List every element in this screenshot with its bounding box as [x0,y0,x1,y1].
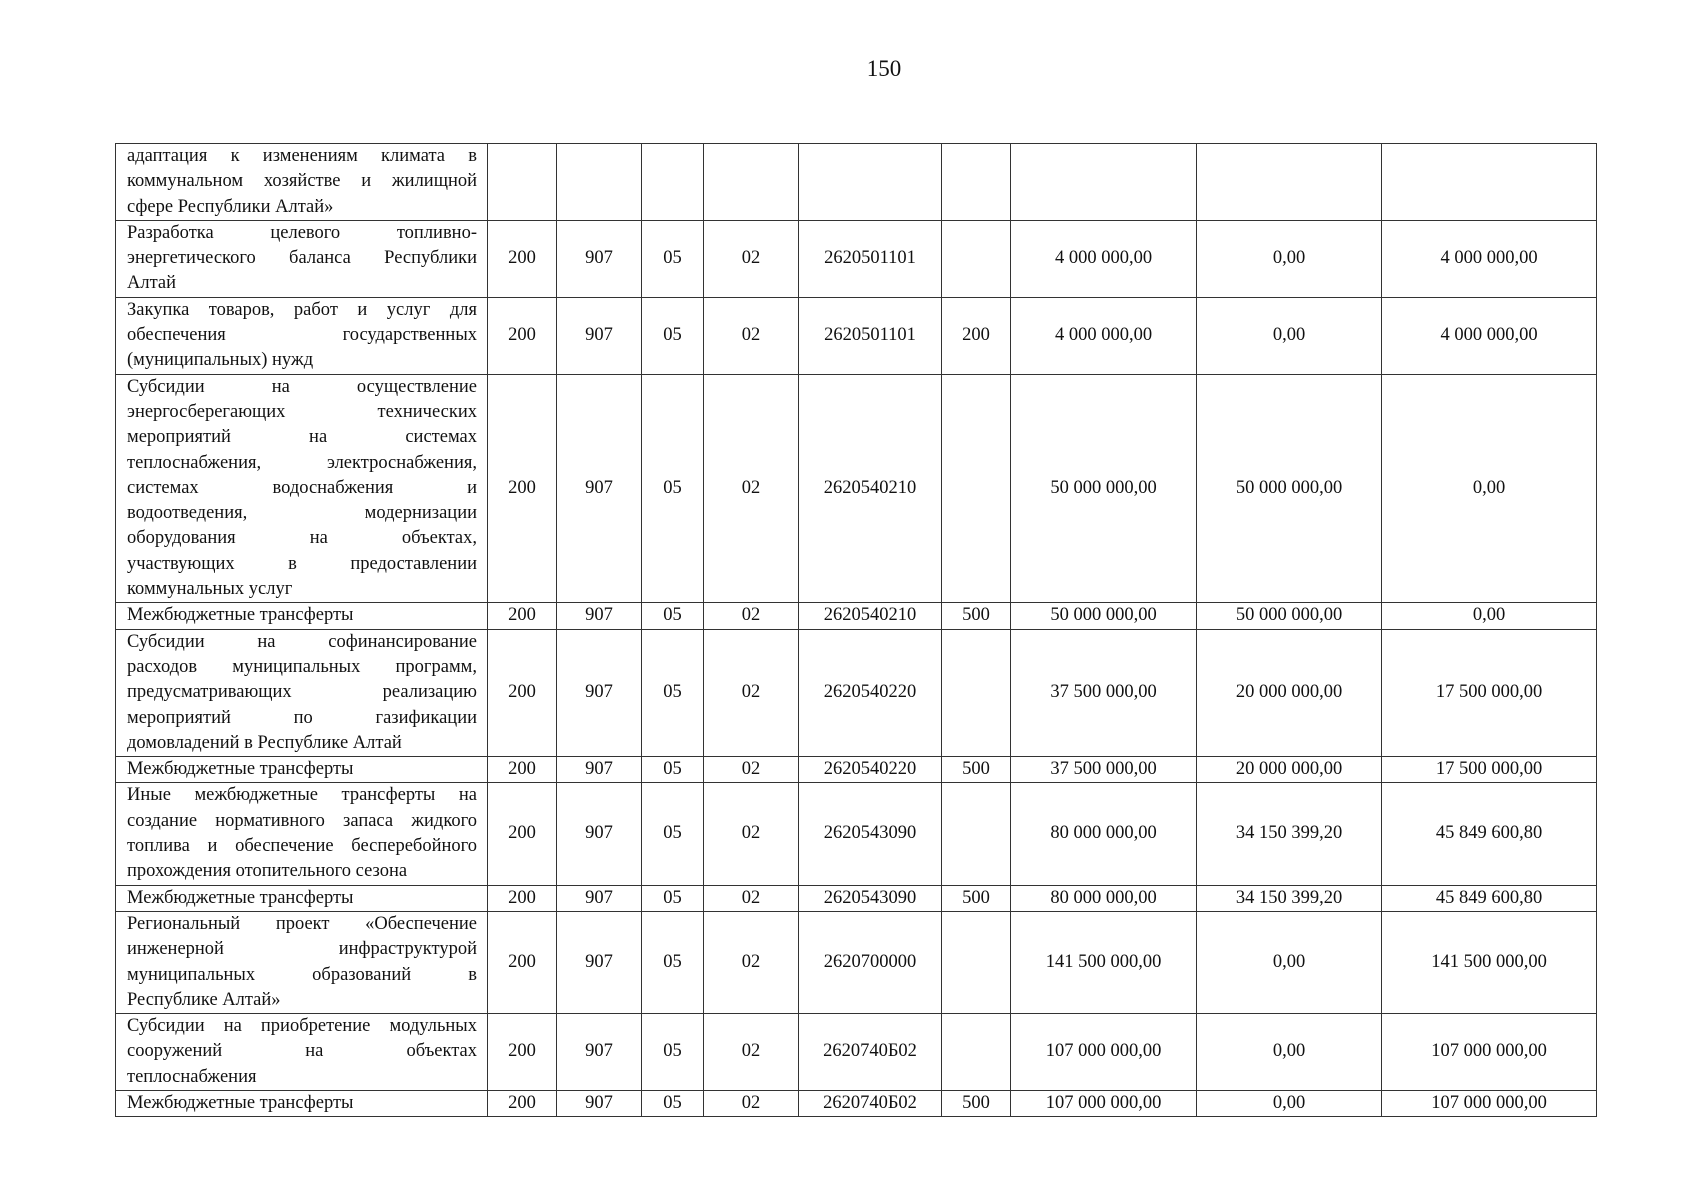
expense-name-line: мероприятий по газификации [127,707,477,728]
subsection-cell: 02 [704,757,799,783]
expense-name-line: Алтай [127,273,177,294]
federal-amount-cell: 34 150 399,20 [1197,783,1382,885]
table-row [116,757,1597,783]
ministry-code-cell: 907 [557,783,642,885]
total-amount-cell: 4 000 000,00 [1011,297,1197,374]
table-body [116,144,1597,1117]
program-code-cell: 200 [488,885,557,911]
budget-table [115,143,1597,1117]
section-cell: 05 [642,297,704,374]
expense-type-cell: 500 [942,885,1011,911]
ministry-code-cell: 907 [557,757,642,783]
page-number: 150 [866,56,902,81]
expense-name-line: расходов муниципальных программ, [127,656,477,677]
program-code-cell: 200 [488,603,557,629]
republic-amount-cell: 17 500 000,00 [1382,757,1597,783]
target-article-cell: 2620501101 [799,297,942,374]
section-cell: 05 [642,885,704,911]
expense-name-line: Субсидии на софинансирование [127,631,477,652]
total-amount-cell [1011,144,1197,221]
target-article-cell: 2620501101 [799,220,942,297]
expense-name-cell [116,374,488,603]
target-article-cell: 2620540210 [799,374,942,603]
expense-name-line: прохождения отопительного сезона [127,861,408,882]
ministry-code-cell: 907 [557,629,642,756]
expense-name-cell [116,1090,488,1116]
republic-amount-cell: 4 000 000,00 [1382,220,1597,297]
target-article-cell [799,144,942,221]
table-row [116,629,1597,756]
expense-name-cell [116,629,488,756]
table-row [116,297,1597,374]
expense-name-cell [116,144,488,221]
republic-amount-cell: 4 000 000,00 [1382,297,1597,374]
total-amount-cell: 4 000 000,00 [1011,220,1197,297]
expense-name-line: системах водоснабжения и [127,477,477,498]
target-article-cell: 2620740Б02 [799,1014,942,1091]
subsection-cell [704,144,799,221]
table-row [116,885,1597,911]
subsection-cell: 02 [704,885,799,911]
republic-amount-cell: 45 849 600,80 [1382,885,1597,911]
program-code-cell: 200 [488,783,557,885]
expense-name-line: Межбюджетные трансферты [127,605,354,626]
expense-name-cell [116,220,488,297]
subsection-cell: 02 [704,374,799,603]
expense-name-line: Межбюджетные трансферты [127,759,354,780]
subsection-cell: 02 [704,629,799,756]
subsection-cell: 02 [704,783,799,885]
expense-name-line: Субсидии на осуществление [127,376,477,397]
republic-amount-cell: 0,00 [1382,374,1597,603]
program-code-cell: 200 [488,1014,557,1091]
ministry-code-cell: 907 [557,911,642,1013]
ministry-code-cell: 907 [557,374,642,603]
expense-name-line: теплоснабжения, электроснабжения, [127,452,477,473]
expense-type-cell: 200 [942,297,1011,374]
ministry-code-cell: 907 [557,1090,642,1116]
ministry-code-cell: 907 [557,603,642,629]
expense-type-cell [942,144,1011,221]
expense-name-cell [116,783,488,885]
expense-name-line: топлива и обеспечение бесперебойного [127,836,477,857]
federal-amount-cell: 34 150 399,20 [1197,885,1382,911]
expense-name-line: (муниципальных) нужд [127,350,314,371]
federal-amount-cell: 0,00 [1197,297,1382,374]
federal-amount-cell: 50 000 000,00 [1197,374,1382,603]
federal-amount-cell [1197,144,1382,221]
expense-name-line: теплоснабжения [127,1066,257,1087]
subsection-cell: 02 [704,220,799,297]
program-code-cell: 200 [488,1090,557,1116]
table-row [116,144,1597,221]
expense-name-line: Разработка целевого топливно- [127,222,477,243]
expense-name-cell [116,603,488,629]
federal-amount-cell: 20 000 000,00 [1197,757,1382,783]
subsection-cell: 02 [704,911,799,1013]
expense-name-line: Республике Алтай» [127,989,281,1010]
section-cell: 05 [642,220,704,297]
expense-name-line: домовладений в Республике Алтай [127,732,402,753]
program-code-cell [488,144,557,221]
section-cell: 05 [642,603,704,629]
federal-amount-cell: 0,00 [1197,911,1382,1013]
table-row [116,603,1597,629]
program-code-cell: 200 [488,629,557,756]
republic-amount-cell [1382,144,1597,221]
expense-name-line: энергосберегающих технических [127,401,477,422]
section-cell: 05 [642,911,704,1013]
expense-type-cell [942,1014,1011,1091]
total-amount-cell: 141 500 000,00 [1011,911,1197,1013]
total-amount-cell: 80 000 000,00 [1011,885,1197,911]
federal-amount-cell: 0,00 [1197,1090,1382,1116]
ministry-code-cell: 907 [557,1014,642,1091]
expense-name-cell [116,911,488,1013]
table-row [116,374,1597,603]
total-amount-cell: 80 000 000,00 [1011,783,1197,885]
expense-name-line: водоотведения, модернизации [127,503,477,524]
section-cell [642,144,704,221]
target-article-cell: 2620540220 [799,629,942,756]
expense-type-cell: 500 [942,603,1011,629]
section-cell: 05 [642,1014,704,1091]
table-row [116,1014,1597,1091]
expense-name-line: Межбюджетные трансферты [127,887,354,908]
expense-name-line: сфере Республики Алтай» [127,196,334,217]
program-code-cell: 200 [488,297,557,374]
total-amount-cell: 50 000 000,00 [1011,603,1197,629]
expense-type-cell: 500 [942,1090,1011,1116]
total-amount-cell: 37 500 000,00 [1011,629,1197,756]
ministry-code-cell: 907 [557,297,642,374]
ministry-code-cell: 907 [557,885,642,911]
total-amount-cell: 107 000 000,00 [1011,1014,1197,1091]
federal-amount-cell: 50 000 000,00 [1197,603,1382,629]
republic-amount-cell: 107 000 000,00 [1382,1090,1597,1116]
expense-name-line: адаптация к изменениям климата в [127,146,477,166]
republic-amount-cell: 107 000 000,00 [1382,1014,1597,1091]
total-amount-cell: 107 000 000,00 [1011,1090,1197,1116]
expense-name-line: Иные межбюджетные трансферты на [127,785,477,806]
target-article-cell: 2620540220 [799,757,942,783]
ministry-code-cell: 907 [557,220,642,297]
subsection-cell: 02 [704,1014,799,1091]
target-article-cell: 2620540210 [799,603,942,629]
program-code-cell: 200 [488,757,557,783]
federal-amount-cell: 20 000 000,00 [1197,629,1382,756]
expense-name-line: участвующих в предоставлении [127,553,477,574]
expense-name-line: энергетического баланса Республики [127,248,477,269]
target-article-cell: 2620740Б02 [799,1090,942,1116]
section-cell: 05 [642,374,704,603]
expense-name-line: Региональный проект «Обеспечение [127,913,477,934]
expense-type-cell [942,783,1011,885]
republic-amount-cell: 17 500 000,00 [1382,629,1597,756]
section-cell: 05 [642,629,704,756]
subsection-cell: 02 [704,603,799,629]
expense-type-cell [942,629,1011,756]
expense-name-line: обеспечения государственных [127,325,477,346]
expense-name-line: коммунальном хозяйстве и жилищной [127,171,477,192]
expense-name-cell [116,757,488,783]
expense-type-cell [942,374,1011,603]
expense-name-line: Закупка товаров, работ и услуг для [127,299,477,320]
expense-name-line: муниципальных образований в [127,964,477,985]
table-row [116,1090,1597,1116]
federal-amount-cell: 0,00 [1197,1014,1382,1091]
republic-amount-cell: 45 849 600,80 [1382,783,1597,885]
target-article-cell: 2620700000 [799,911,942,1013]
subsection-cell: 02 [704,297,799,374]
ministry-code-cell [557,144,642,221]
program-code-cell: 200 [488,374,557,603]
federal-amount-cell: 0,00 [1197,220,1382,297]
total-amount-cell: 50 000 000,00 [1011,374,1197,603]
expense-name-line: инженерной инфраструктурой [127,939,477,960]
expense-name-line: создание нормативного запаса жидкого [127,810,477,831]
expense-name-line: Межбюджетные трансферты [127,1092,354,1113]
target-article-cell: 2620543090 [799,885,942,911]
republic-amount-cell: 0,00 [1382,603,1597,629]
expense-name-line: мероприятий на системах [127,427,477,448]
program-code-cell: 200 [488,911,557,1013]
section-cell: 05 [642,757,704,783]
expense-name-line: предусматривающих реализацию [127,682,477,703]
expense-type-cell [942,911,1011,1013]
republic-amount-cell: 141 500 000,00 [1382,911,1597,1013]
program-code-cell: 200 [488,220,557,297]
expense-name-cell [116,885,488,911]
subsection-cell: 02 [704,1090,799,1116]
expense-type-cell [942,220,1011,297]
total-amount-cell: 37 500 000,00 [1011,757,1197,783]
section-cell: 05 [642,783,704,885]
table-row [116,220,1597,297]
expense-name-cell [116,1014,488,1091]
expense-name-line: коммунальных услуг [127,579,293,600]
expense-name-cell [116,297,488,374]
expense-name-line: оборудования на объектах, [127,528,477,549]
section-cell: 05 [642,1090,704,1116]
expense-name-line: сооружений на объектах [127,1041,477,1062]
expense-name-line: Субсидии на приобретение модульных [127,1016,477,1037]
target-article-cell: 2620543090 [799,783,942,885]
table-row [116,783,1597,885]
expense-type-cell: 500 [942,757,1011,783]
table-row [116,911,1597,1013]
